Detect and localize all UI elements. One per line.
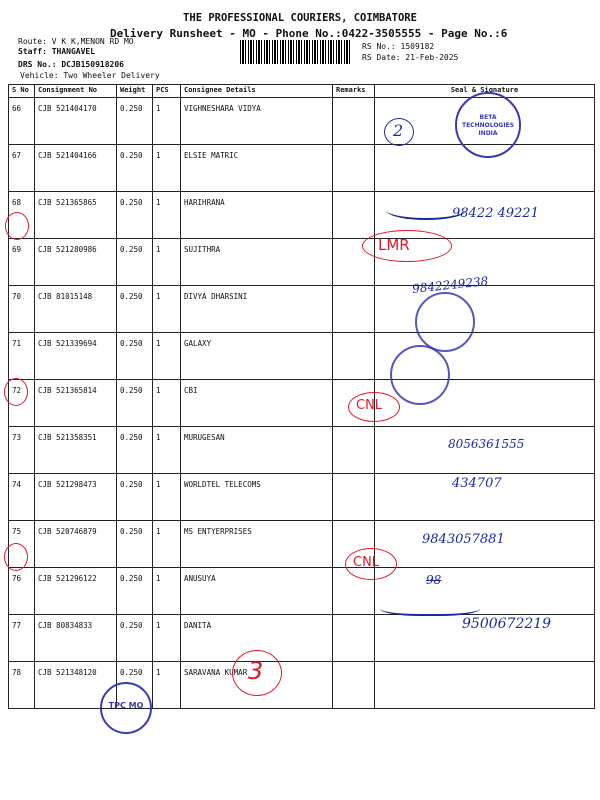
cell-pcs: 1: [153, 380, 181, 427]
table-header-row: [9, 85, 595, 98]
phone-77-struck: 98: [426, 573, 442, 587]
table-row: [9, 521, 595, 568]
cell-remarks: [333, 145, 375, 192]
cell-consignment: CJB 81015148: [35, 286, 117, 333]
tpc-stamp: [100, 682, 152, 734]
red-circle-69: [5, 212, 29, 240]
cell-consignee: ELSIE MATRIC: [181, 145, 333, 192]
cell-remarks: [333, 427, 375, 474]
cell-consignee: DIVYA DHARSINI: [181, 286, 333, 333]
cell-sno: 72: [9, 380, 35, 427]
seal-stamp-72: [390, 345, 450, 405]
cell-pcs: 1: [153, 98, 181, 145]
cell-sno: 74: [9, 474, 35, 521]
cell-sno: 75: [9, 521, 35, 568]
cell-pcs: 1: [153, 286, 181, 333]
cell-weight: 0.250: [117, 333, 153, 380]
cell-sno: 78: [9, 662, 35, 709]
col-header-remarks: Remarks: [333, 85, 375, 98]
cell-consignee: ANUSUYA: [181, 568, 333, 615]
col-header-pcs: PCS: [153, 85, 181, 98]
table-row: [9, 333, 595, 380]
cell-consignee: MURUGESAN: [181, 427, 333, 474]
cell-consignment: CJB 521358351: [35, 427, 117, 474]
cell-remarks: [333, 286, 375, 333]
cell-remarks: [333, 615, 375, 662]
cell-pcs: 1: [153, 474, 181, 521]
red-circle-77: [4, 543, 28, 571]
cell-pcs: 1: [153, 568, 181, 615]
cell-remarks: [333, 662, 375, 709]
col-header-consignment: Consignment No: [35, 85, 117, 98]
cell-consignment: CJB 521404166: [35, 145, 117, 192]
phone-68: 98422 49221: [452, 206, 539, 221]
cell-pcs: 1: [153, 145, 181, 192]
cell-pcs: 1: [153, 662, 181, 709]
col-header-sno: S No: [9, 85, 35, 98]
cell-sno: 71: [9, 333, 35, 380]
company-title: THE PROFESSIONAL COURIERS, COIMBATORE: [183, 12, 417, 24]
cell-weight: 0.250: [117, 615, 153, 662]
cell-consignment: CJB 521339694: [35, 333, 117, 380]
tpc-stamp-text: TPC MO: [108, 701, 144, 710]
cell-sno: 66: [9, 98, 35, 145]
rs-date: RS Date: 21-Feb-2025: [362, 53, 459, 62]
staff-label: Staff: THANGAVEL: [18, 47, 96, 56]
vehicle-label: Vehicle: Two Wheeler Delivery: [20, 71, 160, 80]
cell-weight: 0.250: [117, 192, 153, 239]
cell-weight: 0.250: [117, 521, 153, 568]
cell-consignment: CJB 520746879: [35, 521, 117, 568]
cell-pcs: 1: [153, 427, 181, 474]
cell-consignee: GALAXY: [181, 333, 333, 380]
col-header-signature: Seal & Signature: [375, 85, 595, 98]
cell-consignee: HARIHRANA: [181, 192, 333, 239]
cell-weight: 0.250: [117, 474, 153, 521]
table-row: [9, 239, 595, 286]
cell-consignee: DANITA: [181, 615, 333, 662]
drs-number: DRS No.: DCJB150918206: [18, 60, 124, 69]
cell-weight: 0.250: [117, 662, 153, 709]
cell-consignee: WORLDTEL TELECOMS: [181, 474, 333, 521]
cell-pcs: 1: [153, 521, 181, 568]
cell-sno: 67: [9, 145, 35, 192]
page-count-number: 3: [248, 657, 264, 685]
phone-76: 9843057881: [422, 532, 505, 547]
company-seal-stamp: [455, 92, 521, 158]
cell-sno: 76: [9, 568, 35, 615]
phone-78: 9500672219: [462, 616, 552, 632]
cell-remarks: [333, 98, 375, 145]
cell-consignee: SARAVANA KUMAR: [181, 662, 333, 709]
col-header-consignee: Consignee Details: [181, 85, 333, 98]
cell-weight: 0.250: [117, 380, 153, 427]
cell-weight: 0.250: [117, 568, 153, 615]
cell-consignment: CJB 521296122: [35, 568, 117, 615]
company-seal-text: BETA TECHNOLOGIES INDIA: [461, 114, 515, 137]
cell-sno: 77: [9, 615, 35, 662]
cell-pcs: 1: [153, 333, 181, 380]
cell-remarks: [333, 192, 375, 239]
route-label: Route: V K K,MENON RD MO: [18, 37, 134, 46]
cell-pcs: 1: [153, 615, 181, 662]
lmr-remark: LMR: [378, 236, 410, 254]
cell-consignee: MS ENTYERPRISES: [181, 521, 333, 568]
table-row: [9, 568, 595, 615]
cnl-remark-77: CNL: [353, 555, 380, 570]
table-row: [9, 286, 595, 333]
cell-sno: 70: [9, 286, 35, 333]
cell-consignment: CJB 521280986: [35, 239, 117, 286]
cell-sno: 69: [9, 239, 35, 286]
cell-sno: 73: [9, 427, 35, 474]
signature-78: [380, 598, 480, 616]
cell-weight: 0.250: [117, 145, 153, 192]
cell-weight: 0.250: [117, 286, 153, 333]
cell-consignment: CJB 521298473: [35, 474, 117, 521]
barcode: [240, 40, 352, 64]
cnl-remark-73: CNL: [356, 398, 383, 413]
col-header-weight: Weight: [117, 85, 153, 98]
cell-pcs: 1: [153, 239, 181, 286]
cell-consignee: SUJITHRA: [181, 239, 333, 286]
table-row: [9, 380, 595, 427]
table-row: [9, 662, 595, 709]
circled-two-number: 2: [393, 121, 404, 140]
cell-weight: 0.250: [117, 98, 153, 145]
cell-sno: 68: [9, 192, 35, 239]
cell-signature: [375, 662, 595, 709]
cell-weight: 0.250: [117, 427, 153, 474]
phone-75: 434707: [452, 476, 502, 491]
phone-74: 8056361555: [448, 437, 525, 451]
rs-number: RS No.: 1509182: [362, 42, 435, 51]
cell-consignment: CJB 521365814: [35, 380, 117, 427]
phone-70: 9842249238: [411, 274, 489, 296]
cell-consignment: CJB 521404170: [35, 98, 117, 145]
cell-consignment: CJB 521365865: [35, 192, 117, 239]
cell-consignee: VIGHNESHARA VIDYA: [181, 98, 333, 145]
red-circle-73: [4, 378, 28, 406]
cell-consignee: CBI: [181, 380, 333, 427]
cell-consignment: CJB 521348120: [35, 662, 117, 709]
cell-pcs: 1: [153, 192, 181, 239]
cell-remarks: [333, 474, 375, 521]
runsheet-subtitle: Delivery Runsheet - MO - Phone No.:0422-3505555 - Page No.:6: [110, 27, 508, 40]
cell-weight: 0.250: [117, 239, 153, 286]
cell-signature: [375, 286, 595, 333]
cell-remarks: [333, 333, 375, 380]
table-row: [9, 474, 595, 521]
seal-stamp-71: [415, 292, 475, 352]
cell-consignment: CJB 80834833: [35, 615, 117, 662]
